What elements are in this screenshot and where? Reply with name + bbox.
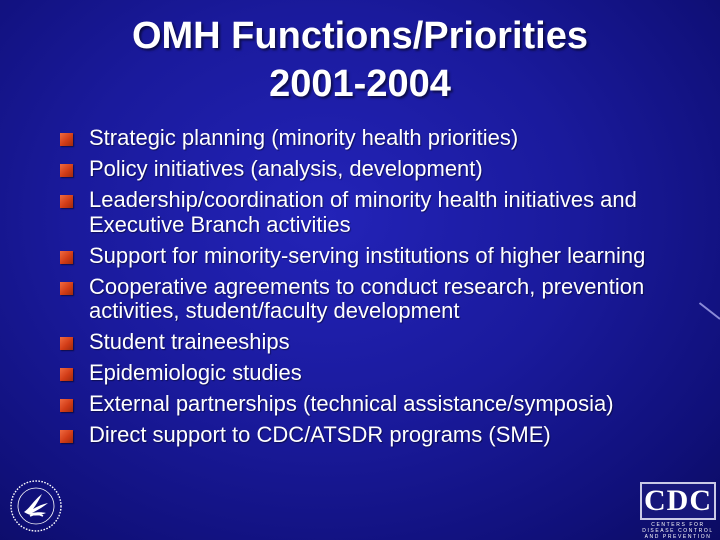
bullet-text: Student traineeships bbox=[89, 329, 290, 354]
bullet-item bbox=[60, 361, 710, 386]
bullet-item bbox=[60, 330, 710, 355]
title-line-1: OMH Functions/Priorities bbox=[131, 15, 589, 57]
bullet-text: Epidemiologic studies bbox=[89, 360, 302, 385]
bullet-square-icon bbox=[60, 195, 73, 208]
bullet-square-icon bbox=[60, 337, 73, 350]
bullet-item bbox=[60, 157, 710, 182]
title-line-2: 2001-2004 bbox=[269, 63, 451, 105]
bullet-item bbox=[60, 188, 710, 237]
cdc-logo-box bbox=[640, 482, 716, 520]
bullet-square-icon bbox=[60, 430, 73, 443]
cdc-logo-caption: CENTERS FOR DISEASE CONTROL AND PREVENTION bbox=[642, 522, 714, 540]
bullet-list bbox=[60, 126, 710, 454]
bullet-item bbox=[60, 423, 710, 448]
bullet-square-icon bbox=[60, 251, 73, 264]
hhs-eagle-seal-icon bbox=[8, 478, 64, 534]
cdc-logo-text: CDC bbox=[644, 484, 712, 517]
bullet-square-icon bbox=[60, 164, 73, 177]
bullet-text: Cooperative agreements to conduct research, prevention activities, student/faculty development bbox=[89, 273, 645, 323]
bullet-item bbox=[60, 275, 710, 324]
bullet-square-icon bbox=[60, 399, 73, 412]
bullet-square-icon bbox=[60, 368, 73, 381]
bullet-text: External partnerships (technical assistance/symposia) bbox=[89, 391, 614, 416]
bullet-square-icon bbox=[60, 133, 73, 146]
bullet-item bbox=[60, 244, 710, 269]
bullet-text: Support for minority-serving institutions of higher learning bbox=[89, 242, 646, 268]
bullet-text: Policy initiatives (analysis, development) bbox=[89, 156, 483, 181]
cdc-logo bbox=[640, 482, 716, 540]
slide-title bbox=[40, 12, 680, 108]
bullet-square-icon bbox=[60, 282, 73, 295]
bullet-text: Strategic planning (minority health priorities) bbox=[89, 125, 519, 150]
bullet-item bbox=[60, 392, 710, 417]
bullet-text: Leadership/coordination of minority health initiatives and Executive Branch activities bbox=[89, 187, 637, 237]
bullet-text: Direct support to CDC/ATSDR programs (SME) bbox=[89, 422, 551, 447]
bullet-item bbox=[60, 126, 710, 151]
